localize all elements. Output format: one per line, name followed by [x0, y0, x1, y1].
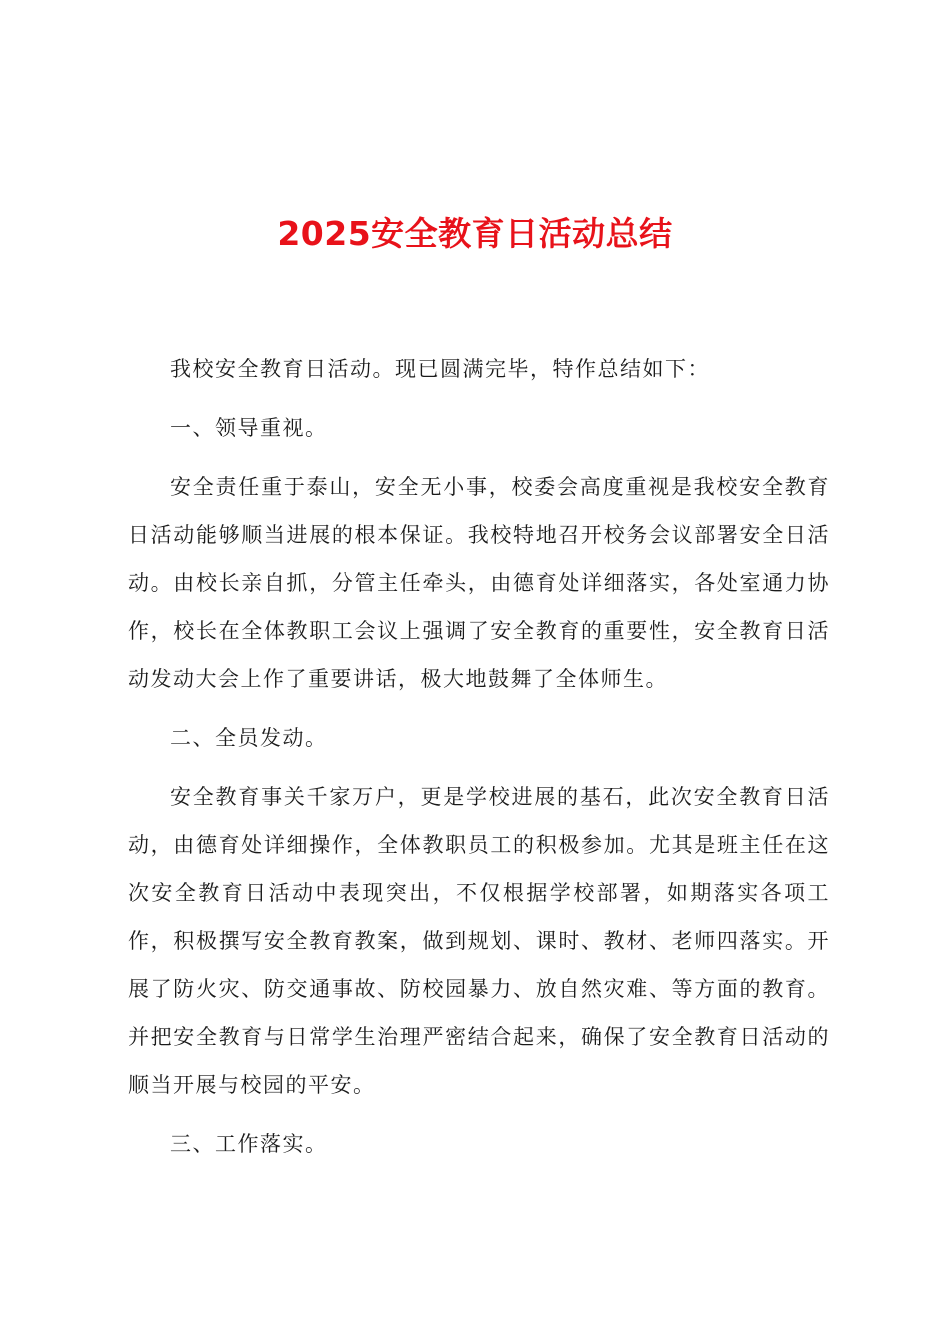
document-title: 2025安全教育日活动总结 — [277, 214, 673, 253]
section-heading-mobilization: 二、全员发动。 — [170, 726, 328, 750]
leadership-paragraph: 安全责任重于泰山，安全无小事，校委会高度重视是我校安全教育日活动能够顺当进展的根本保证。我校特地召开校务会议部署安全日活动。由校长亲自抓，分管主任牵头，由德育处详细落实，各处室通力协作，校长在全体教职工会议上强调了安全教育的重要性，安全教育日活动发动大会上作了重要讲话，极大地鼓舞了全体师生。 — [128, 475, 830, 691]
intro-paragraph: 我校安全教育日活动。现已圆满完毕，特作总结如下： — [170, 357, 710, 381]
section-heading-leadership: 一、领导重视。 — [170, 416, 328, 440]
section-heading-implementation: 三、工作落实。 — [170, 1132, 328, 1156]
mobilization-paragraph: 安全教育事关千家万户，更是学校进展的基石，此次安全教育日活动，由德育处详细操作，全体教职员工的积极参加。尤其是班主任在这次安全教育日活动中表现突出，不仅根据学校部署，如期落实各项工作，积极撰写安全教育教案，做到规划、课时、教材、老师四落实。开展了防火灾、防交通事故、防校园暴力、放自然灾难、等方面的教育。并把安全教育与日常学生治理严密结合起来，确保了安全教育日活动的顺当开展与校园的平安。 — [128, 785, 830, 1097]
document-body — [128, 345, 830, 1179]
